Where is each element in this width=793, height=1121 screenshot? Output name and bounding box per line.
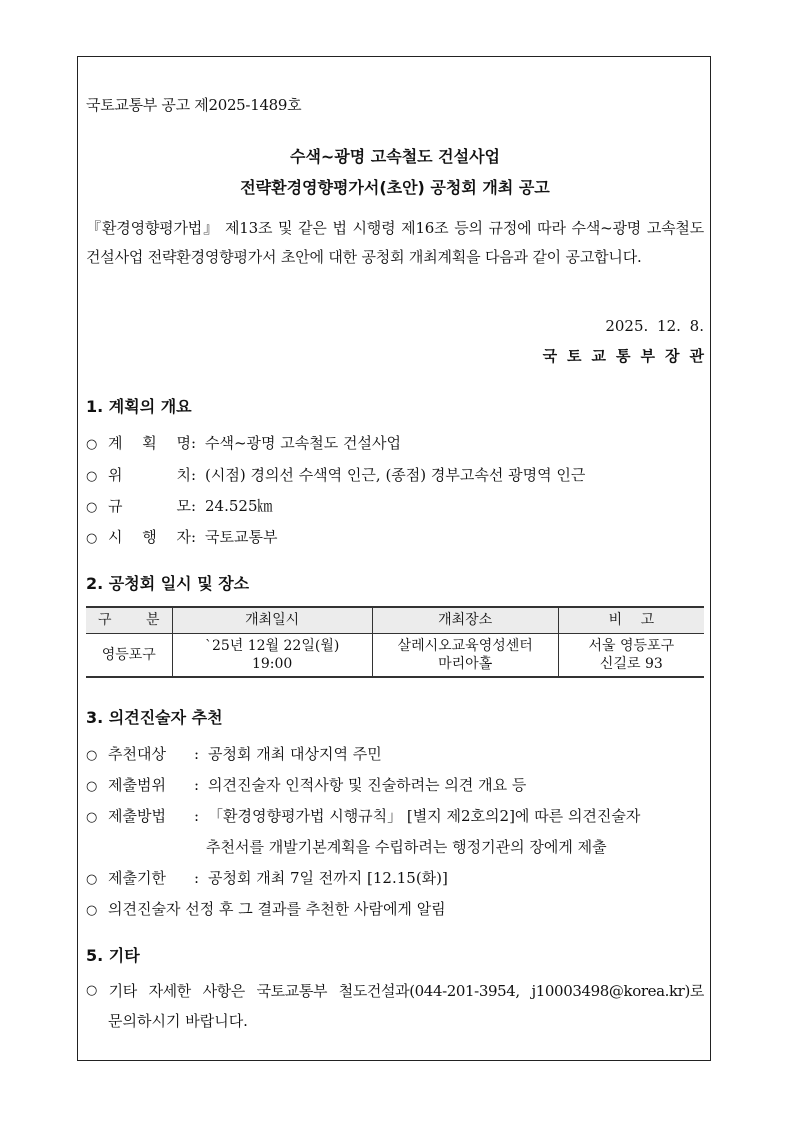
notice-title-line1: 수색~광명 고속철도 건설사업 — [289, 147, 501, 166]
circle-bullet-icon: ○ — [86, 872, 98, 887]
contact-email: j10003498@korea.kr)로 — [531, 982, 704, 1000]
item-value: 국토교통부 — [205, 528, 278, 546]
circle-bullet-icon: ○ — [86, 500, 98, 515]
item-value: 공청회 개최 7일 전까지 [12.15(화)] — [208, 869, 448, 887]
col-header-venue: 개최장소 — [372, 607, 558, 633]
submit-method-item: ○ 제출방법 : 「환경영향평가법 시행규칙」 [별지 제2호의2]에 따른 의견진술자 — [86, 806, 640, 828]
circle-bullet-icon: ○ — [86, 903, 98, 918]
circle-bullet-icon: ○ — [86, 469, 98, 484]
circle-bullet-icon: ○ — [86, 437, 98, 452]
item-value: 의견진술자 인적사항 및 진술하려는 의견 개요 등 — [208, 776, 527, 794]
col-header-note: 비 고 — [558, 607, 704, 633]
notice-date: 2025. 12. 8. — [605, 317, 704, 335]
item-label: 계 획 명 — [108, 434, 191, 452]
item-value: 의견진술자 선정 후 그 결과를 추천한 사람에게 알림 — [108, 900, 446, 918]
item-label: 제출방법 — [108, 807, 166, 825]
item-value: 수색~광명 고속철도 건설사업 — [205, 434, 401, 452]
circle-bullet-icon: ○ — [86, 810, 98, 825]
cell-venue: 살레시오교육영성센터 마리아홀 — [372, 633, 558, 677]
item-value: 공청회 개최 대상지역 주민 — [208, 745, 382, 763]
table-row — [86, 633, 704, 677]
recommend-target-item: ○ 추천대상 : 공청회 개최 대상지역 주민 — [86, 744, 382, 766]
selection-notice-item — [86, 899, 446, 921]
item-label: 시 행 자 — [108, 528, 191, 546]
section-3-heading: 3. 의견진술자 추천 — [86, 708, 223, 727]
scale-item: ○ 규 모 : 24.525㎞ — [86, 496, 273, 518]
section-2-heading: 2. 공청회 일시 및 장소 — [86, 574, 250, 593]
item-value: 24.525㎞ — [205, 497, 273, 515]
location-item: ○ 위 치 : (시점) 경의선 수색역 인근, (종점) 경부고속선 광명역 인근 — [86, 465, 585, 487]
hearing-schedule-table — [86, 606, 704, 678]
circle-bullet-icon: ○ — [86, 531, 98, 546]
submit-scope-item: ○ 제출범위 : 의견진술자 인적사항 및 진술하려는 의견 개요 등 — [86, 775, 526, 797]
submit-method-continuation: 추천서를 개발기본계획을 수립하려는 행정기관의 장에게 제출 — [206, 838, 607, 856]
item-value: (시점) 경의선 수색역 인근, (종점) 경부고속선 광명역 인근 — [205, 466, 586, 484]
section-5-heading: 5. 기타 — [86, 946, 140, 965]
circle-bullet-icon: ○ — [86, 779, 98, 794]
contact-info-item: ○ 기타 자세한 사항은 국토교통부 철도건설과(044-201-3954, j10003498@korea.kr)로 문의하시기 바랍니다. — [86, 976, 704, 1036]
notice-number: 국토교통부 공고 제2025-1489호 — [86, 96, 302, 114]
col-header-datetime: 개최일시 — [172, 607, 372, 633]
item-label: 추천대상 — [108, 745, 166, 763]
item-label: 위 치 — [108, 466, 191, 484]
item-label: 제출범위 — [108, 776, 166, 794]
signer: 국토교통부장관 — [542, 347, 714, 365]
plan-name-item: ○ 계 획 명 : 수색~광명 고속철도 건설사업 — [86, 433, 401, 455]
section-1-heading: 1. 계획의 개요 — [86, 397, 192, 416]
circle-bullet-icon: ○ — [86, 983, 97, 998]
col-header-division: 구 분 — [98, 612, 160, 629]
cell-datetime: `25년 12월 22일(월) 19:00 — [172, 633, 372, 677]
cell-division: 영등포구 — [101, 646, 156, 663]
item-label: 규 모 — [108, 497, 191, 515]
notice-title-line2: 전략환경영향평가서(초안) 공청회 개최 공고 — [240, 178, 550, 197]
table-header-row — [86, 607, 704, 633]
department-phone: 철도건설과(044-201-3954, — [338, 982, 520, 1000]
circle-bullet-icon: ○ — [86, 748, 98, 763]
cell-note: 서울 영등포구 신길로 93 — [558, 633, 704, 677]
intro-paragraph: 『환경영향평가법』 제13조 및 같은 법 시행령 제16조 등의 규정에 따라 수색~광명 고속철도 건설사업 전략환경영향평가서 초안에 대한 공청회 개최계획을 다음과 같이 공고합니다. — [86, 219, 704, 266]
operator-item: ○ 시 행 자 : 국토교통부 — [86, 527, 277, 549]
submit-deadline-item: ○ 제출기한 : 공청회 개최 7일 전까지 [12.15(화)] — [86, 868, 448, 890]
item-label: 제출기한 — [108, 869, 166, 887]
item-value: 「환경영향평가법 시행규칙」 [별지 제2호의2]에 따른 의견진술자 — [208, 807, 641, 825]
